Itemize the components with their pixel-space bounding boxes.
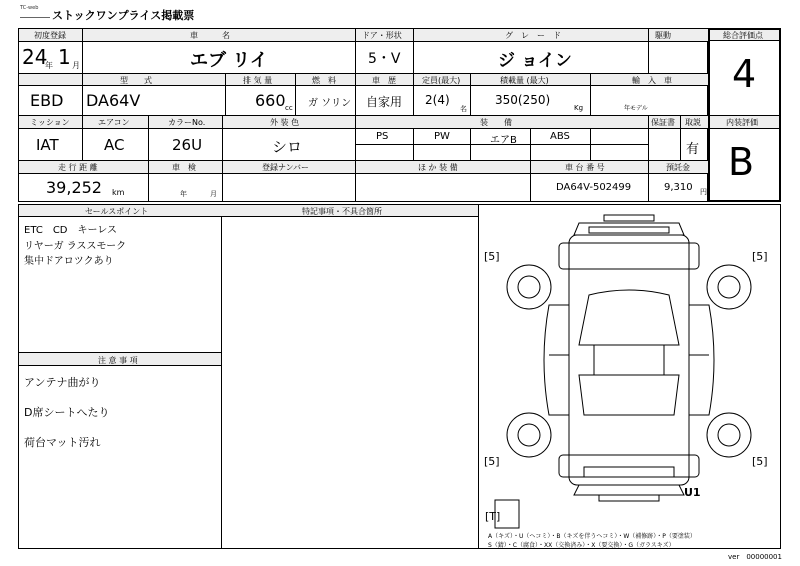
import-label: 輸 入 車 <box>632 76 672 85</box>
insp-month-unit: 月 <box>210 190 217 198</box>
score-label: 総合評価点 <box>723 31 763 40</box>
grade-value: ジ ョイン <box>498 51 572 71</box>
reg-month: 1 <box>58 45 71 69</box>
reg-year-unit: 年 <box>45 61 53 70</box>
plate-label: 登録ナンバー <box>262 163 310 172</box>
load-unit: Kg <box>574 104 584 112</box>
sales-line-2: リヤーガ ラススモーク <box>24 241 127 252</box>
manual-value: 有 <box>686 142 700 157</box>
displacement-label: 排 気 量 <box>243 76 273 85</box>
tire-front-right-mark: [5] <box>752 250 768 263</box>
mission-label: ミッション <box>30 118 70 127</box>
score-value: 4 <box>732 52 757 96</box>
damage-mark-u1: U1 <box>684 486 701 499</box>
ac-label: エアコン <box>98 118 130 127</box>
recycle-label: 預託金 <box>666 163 690 172</box>
equip-pw: PW <box>434 131 450 142</box>
caution-line-2: D席シートへたり <box>24 406 110 419</box>
model-label: 型 式 <box>120 76 152 85</box>
manual-label: 取説 <box>685 118 701 127</box>
sales-label: セールスポイント <box>85 207 149 216</box>
car-name: エブ リイ <box>190 50 268 71</box>
first-reg-label: 初度登録 <box>34 31 66 40</box>
other-equip-label: ほ か 装 備 <box>418 163 458 172</box>
equip-airbag: エアB <box>490 135 517 146</box>
grade-label: グ レ ー ド <box>505 31 561 40</box>
interior-value: B <box>728 140 755 184</box>
recycle-unit: 円 <box>700 188 707 196</box>
mileage-unit: km <box>112 188 125 197</box>
import-note: 年モデル <box>624 105 648 112</box>
reg-month-unit: 月 <box>72 61 80 70</box>
fuel-value: ガ ソリン <box>308 98 352 109</box>
tire-rear-right-mark: [5] <box>752 455 768 468</box>
equip-label: 装 備 <box>480 118 512 127</box>
color-no-label: カラーNo. <box>168 118 206 127</box>
displacement-value: 660 <box>255 91 286 110</box>
history-value: 自家用 <box>366 95 403 109</box>
legend-line-2: S（錆）・C（腐食）・XX（交換済み）・X（要交換）・G（ガラスキズ） <box>488 542 675 549</box>
car-body-diagram <box>479 205 780 530</box>
page-title: ストックワンプライス掲載票 <box>52 9 195 22</box>
chassis-value: DA64V-502499 <box>556 182 632 193</box>
recycle-value: 9,310 <box>664 182 693 193</box>
warranty-label: 保証書 <box>651 118 675 127</box>
tire-rear-left-mark: [5] <box>484 455 500 468</box>
insp-year-unit: 年 <box>180 190 187 198</box>
chassis-label: 車 台 番 号 <box>565 163 605 172</box>
equip-abs: ABS <box>550 131 570 142</box>
displacement-unit: cc <box>285 104 293 112</box>
sales-line-1: ETC CD キーレス <box>24 225 118 236</box>
caution-line-1: アンテナ曲がり <box>24 376 101 389</box>
legend-line-1: A（キズ）・U（ヘコミ）・B（キズを伴うヘコミ）・W（補修跡）・P（要塗装） <box>488 533 696 540</box>
ac-value: AC <box>104 136 125 154</box>
load-label: 積載量 (最大) <box>500 76 549 85</box>
mileage-label: 走 行 距 離 <box>58 163 98 172</box>
logo <box>20 5 50 18</box>
mileage-value: 39,252 <box>46 178 102 197</box>
door-label: ドア・形状 <box>362 31 402 40</box>
capacity-value: 2(4) <box>425 93 450 107</box>
mission-value: IAT <box>36 136 59 154</box>
load-value: 350(250) <box>495 93 551 107</box>
version-label: ver 00000001 <box>728 553 782 561</box>
model-value: DA64V <box>86 91 141 110</box>
tire-front-left-mark: [5] <box>484 250 500 263</box>
door-value: 5・V <box>368 51 401 67</box>
logo-text: TC-web <box>20 5 39 11</box>
fuel-label: 燃 料 <box>312 76 336 85</box>
sales-line-3: 集中ドアロツクあり <box>24 256 114 267</box>
model-prefix: EBD <box>30 91 64 110</box>
ext-color-label: 外 装 色 <box>270 118 300 127</box>
inspection-label: 車 検 <box>172 163 196 172</box>
capacity-unit: 名 <box>460 105 467 113</box>
reg-year: 24 <box>22 45 48 69</box>
equip-ps: PS <box>376 131 389 142</box>
drive-label: 駆動 <box>655 31 671 40</box>
interior-label: 内装評価 <box>726 118 758 127</box>
color-no-value: 26U <box>172 136 203 154</box>
ext-color-value: シロ <box>272 138 303 156</box>
capacity-label: 定員(最大) <box>422 76 461 85</box>
name-label: 車 名 <box>190 31 230 40</box>
caution-line-3: 荷台マット汚れ <box>24 436 101 449</box>
caution-label: 注 意 事 項 <box>98 356 138 365</box>
history-label: 車 歴 <box>372 76 396 85</box>
trunk-mark: [T] <box>485 510 501 523</box>
notes-label: 特記事項・不具合箇所 <box>302 207 382 216</box>
